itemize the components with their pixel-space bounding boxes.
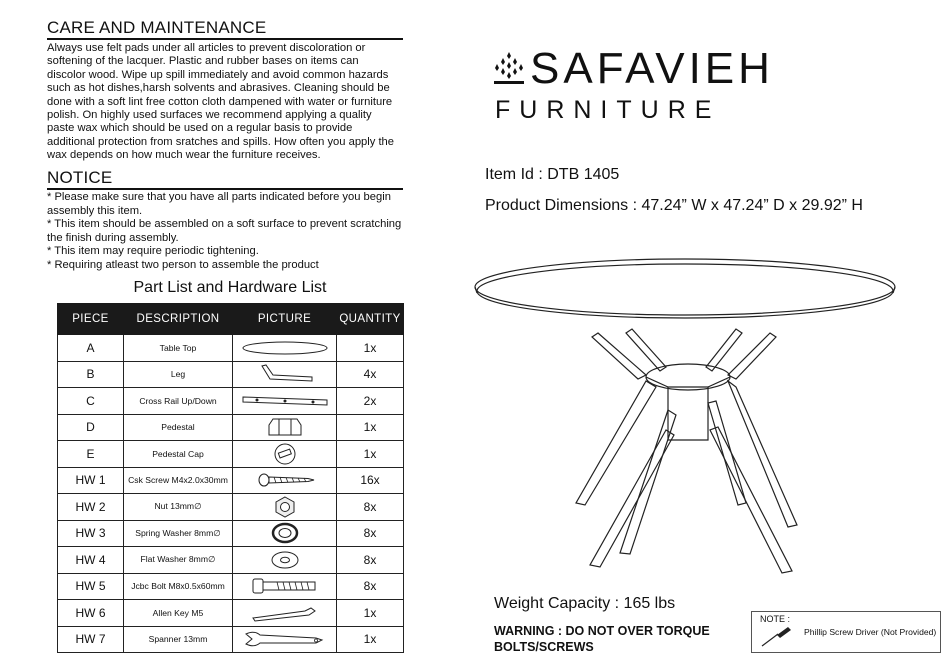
piece-description: Nut 13mm∅: [124, 494, 233, 521]
care-line: done with a soft lint free cotton cloth dampened with water or furniture: [47, 95, 393, 108]
care-line: Always use felt pads under all articles to prevent discoloration or: [47, 42, 366, 54]
care-line: such as hot dishes,harsh solvents and abrasives. Cleaning should be: [47, 82, 390, 95]
notice-line: assembly this item.: [47, 204, 143, 217]
cross-rail-icon: [237, 392, 333, 410]
notice-line: * This item may require periodic tightening.: [47, 245, 259, 258]
piece-picture: [233, 626, 337, 653]
leg-icon: [240, 363, 330, 385]
piece-description: Spanner 13mm: [124, 626, 233, 653]
notice-line: * Please make sure that you have all parts indicated before you begin: [47, 191, 391, 203]
product-dimensions: Product Dimensions : 47.24” W x 47.24” D x 29.92” H: [485, 197, 863, 214]
notice-divider: [47, 188, 403, 190]
note-box: [751, 611, 941, 653]
care-line: discolor wood. Wipe up spill immediately and avoid common hazards: [47, 68, 389, 81]
header-quantity: QUANTITY: [337, 304, 404, 335]
item-id: Item Id : DTB 1405: [485, 166, 620, 183]
piece-quantity: 4x: [337, 361, 404, 388]
note-label: NOTE :: [760, 614, 791, 624]
piece-id: D: [58, 414, 124, 441]
piece-quantity: 8x: [337, 494, 404, 521]
bolt-icon: [245, 576, 325, 596]
care-line: polish. On highly used surfaces we recommend applying a quality: [47, 109, 372, 122]
piece-id: HW 2: [58, 494, 124, 521]
brand-sub: FURNITURE: [495, 96, 721, 124]
notice-line: the finish during assembly.: [47, 231, 179, 244]
weight-capacity: Weight Capacity : 165 lbs: [494, 595, 676, 612]
table-row: [58, 520, 404, 547]
piece-quantity: 1x: [337, 414, 404, 441]
notice-title: NOTICE: [47, 168, 113, 187]
table-row: [58, 547, 404, 574]
piece-description: Leg: [124, 361, 233, 388]
spanner-icon: [240, 628, 330, 650]
piece-id: E: [58, 441, 124, 468]
piece-description: Csk Screw M4x2.0x30mm: [124, 467, 233, 494]
round-dining-table-icon: [470, 255, 905, 585]
parts-header-row: [58, 304, 404, 335]
parts-title: Part List and Hardware List: [133, 279, 327, 296]
piece-quantity: 8x: [337, 547, 404, 574]
notice-line: * This item should be assembled on a soft surface to prevent scratching: [47, 218, 402, 231]
piece-quantity: 1x: [337, 335, 404, 362]
piece-id: C: [58, 388, 124, 415]
piece-id: B: [58, 361, 124, 388]
table-row: [58, 494, 404, 521]
piece-quantity: 16x: [337, 467, 404, 494]
pedestal-cap-icon: [255, 442, 315, 466]
piece-id: HW 4: [58, 547, 124, 574]
table-row: [58, 441, 404, 468]
care-line: softening of the lacquer. Plastic and rubber bases on items can: [47, 55, 359, 68]
pedestal-icon: [255, 415, 315, 439]
piece-picture: [233, 600, 337, 627]
care-line: additional protection from sratches and spills. How often you apply the: [47, 135, 395, 148]
flat-washer-icon: [263, 548, 307, 572]
piece-id: HW 6: [58, 600, 124, 627]
header-picture: PICTURE: [233, 304, 337, 335]
piece-quantity: 1x: [337, 441, 404, 468]
header-description: DESCRIPTION: [124, 304, 233, 335]
care-divider: [47, 38, 403, 40]
piece-id: HW 5: [58, 573, 124, 600]
piece-id: HW 7: [58, 626, 124, 653]
piece-quantity: 1x: [337, 600, 404, 627]
care-text: [47, 42, 407, 163]
safavieh-crest-icon: [492, 50, 526, 86]
care-line: wax depends on how much wear the furniture receives.: [47, 149, 321, 162]
screw-icon: [250, 471, 320, 489]
piece-picture: [233, 520, 337, 547]
screwdriver-icon: [760, 626, 794, 648]
warning-line-1: WARNING : DO NOT OVER TORQUE: [494, 624, 710, 638]
table-row: [58, 467, 404, 494]
care-title: CARE AND MAINTENANCE: [47, 18, 267, 37]
piece-picture: [233, 467, 337, 494]
piece-description: Pedestal Cap: [124, 441, 233, 468]
piece-picture: [233, 441, 337, 468]
piece-quantity: 1x: [337, 626, 404, 653]
table-row: [58, 626, 404, 653]
piece-id: A: [58, 335, 124, 362]
piece-description: Cross Rail Up/Down: [124, 388, 233, 415]
notice-list: [47, 191, 407, 273]
notice-line: * Requiring atleast two person to assemble the product: [47, 258, 319, 271]
nut-icon: [265, 495, 305, 519]
piece-picture: [233, 388, 337, 415]
piece-picture: [233, 494, 337, 521]
allen-key-icon: [245, 603, 325, 623]
table-row: [58, 335, 404, 362]
piece-id: HW 1: [58, 467, 124, 494]
piece-quantity: 8x: [337, 573, 404, 600]
piece-description: Pedestal: [124, 414, 233, 441]
piece-quantity: 2x: [337, 388, 404, 415]
piece-picture: [233, 414, 337, 441]
note-text: Phillip Screw Driver (Not Provided): [804, 627, 937, 637]
header-piece: PIECE: [58, 304, 124, 335]
spring-washer-icon: [263, 521, 307, 545]
table-top-icon: [240, 338, 330, 358]
parts-table: [57, 303, 404, 653]
piece-picture: [233, 573, 337, 600]
piece-description: Flat Washer 8mm∅: [124, 547, 233, 574]
piece-description: Allen Key M5: [124, 600, 233, 627]
piece-description: Table Top: [124, 335, 233, 362]
piece-picture: [233, 335, 337, 362]
table-row: [58, 600, 404, 627]
piece-description: Spring Washer 8mm∅: [124, 520, 233, 547]
brand-name: SAFAVIEH: [530, 44, 774, 93]
piece-picture: [233, 361, 337, 388]
warning-line-2: BOLTS/SCREWS: [494, 640, 594, 654]
table-row: [58, 361, 404, 388]
piece-description: Jcbc Bolt M8x0.5x60mm: [124, 573, 233, 600]
table-row: [58, 414, 404, 441]
table-row: [58, 573, 404, 600]
care-line: paste wax which should be used on a regular basis to provide: [47, 122, 353, 135]
table-row: [58, 388, 404, 415]
piece-id: HW 3: [58, 520, 124, 547]
piece-picture: [233, 547, 337, 574]
piece-quantity: 8x: [337, 520, 404, 547]
